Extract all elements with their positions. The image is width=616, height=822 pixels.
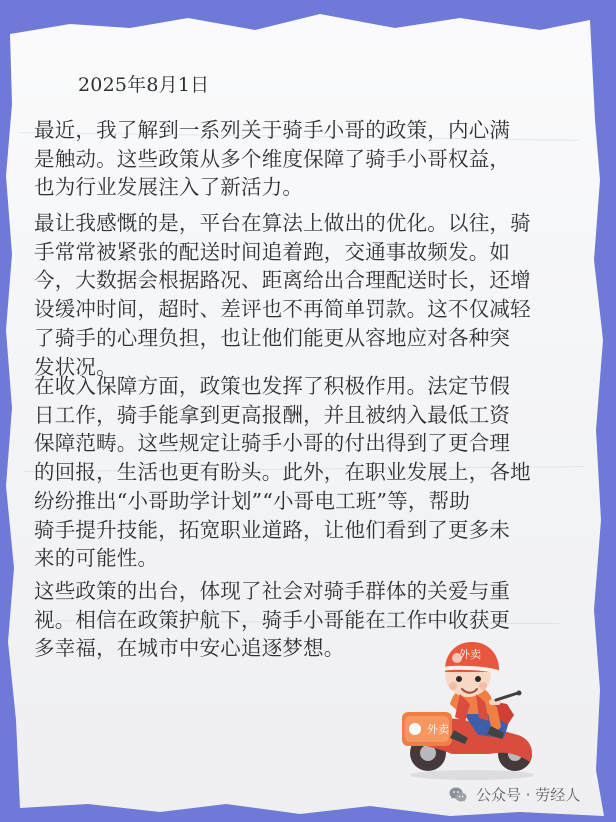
- paragraph-4: 这些政策的出台，体现了社会对骑手群体的关爱与重 视。相信在政策护航下，骑手小哥能在工作中收获更 多幸福，在城市中安心追逐梦想。: [34, 579, 511, 661]
- wechat-icon: [448, 785, 468, 805]
- paragraph-1: 最近，我了解到一系列关于骑手小哥的政策，内心满 是触动。这些政策从多个维度保障了骑手小哥权益， 也为行业发展注入了新活力。: [34, 118, 511, 200]
- paragraph-2: 最让我感慨的是，平台在算法上做出的优化。以往，骑 手常常被紧张的配送时间追着跑，交通事故频发。如 今，大数据会根据路况、距离给出合理配送时长，还增 设缓冲时间，超时、差评也不再简单罚款。这不仅减轻 了骑手的心理负担，也让他们能更从容地应对各种突 发状况。: [34, 211, 531, 379]
- delivery-box-label: 外卖: [427, 723, 449, 736]
- letter-date: 2025年8月1日: [78, 74, 210, 96]
- watermark: [448, 784, 580, 805]
- paragraph-3: 在收入保障方面，政策也发挥了积极作用。法定节假 日工作，骑手能拿到更高报酬，并且被纳入最低工资 保障范畴。这些规定让骑手小哥的付出得到了更合理 的回报，生活也更有盼头。此外，在职业发展上，各地 纷纷推出“小哥助学计划”“小哥电工班”等，帮助 骑手提升技能，拓宽职业道路，让他们看到了更多未 来的可能性。: [34, 374, 531, 571]
- watermark-text: 公众号 · 劳经人: [476, 786, 581, 804]
- delivery-rider-illustration: [386, 630, 550, 782]
- helmet-label: 外卖: [459, 648, 481, 661]
